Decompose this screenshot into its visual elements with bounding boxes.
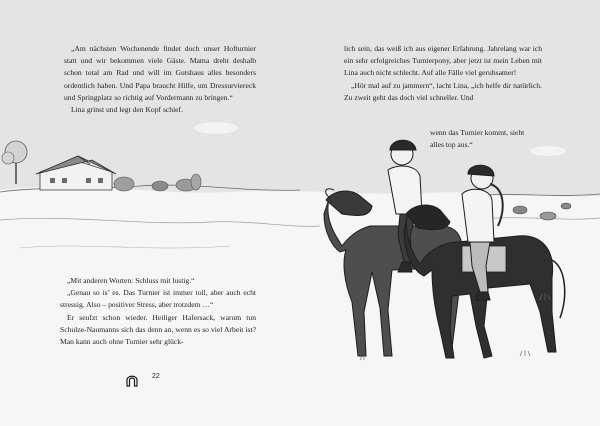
farmhouse-icon <box>36 156 116 190</box>
text-line: alles top aus.“ <box>430 140 473 150</box>
paragraph: „Mit anderen Worten: Schluss mit lustig.“ <box>67 276 195 285</box>
left-column-top <box>64 43 256 116</box>
hedge-icon <box>114 174 201 191</box>
paragraph: „Am nächsten Wochenende findet doch unser Hofturnier statt und wir bekommen viele Gäste. Mama dreht deshalb schon total am Rad und will im Gutshaus alles besonders ordentlich haben. Und Papa braucht Hilfe, um Dressurviereck und Springplatz so richtig auf Vordermann zu bringen.“ <box>64 44 256 102</box>
paragraph: Er seufzt schon wieder. Heiliger Hafersack, warum tun Schulze-Naumanns sich das denn an, wenn es so viel Arbeit ist? Man kann auch ohne Turnier sehr glück- <box>60 312 256 347</box>
text-line: wenn das Turnier kommt, sieht <box>430 128 525 137</box>
paragraph: „Genau so is’ es. Das Turnier ist immer toll, aber auch echt stressig. Also – positiver Stress, aber trotzdem …“ <box>60 288 256 310</box>
paragraph: Lina grinst und legt den Kopf schief. <box>71 105 183 115</box>
left-column-bottom <box>60 275 256 348</box>
paragraph: „Hör mal auf zu jammern“, lacht Lina, „ich helfe dir natürlich. Zu zweit geht das doch viel schneller. Und <box>344 80 542 102</box>
right-column-tail <box>430 127 542 151</box>
paragraph: lich sein, das weiß ich aus eigener Erfahrung. Jahrelang war ich ein sehr erfolgreiches Turnierpony, aber jetzt ist mein Leben mit Lina auch nicht schlecht. Auf alle Fälle viel geruhsamer! <box>344 44 542 78</box>
tree-icon <box>2 141 27 184</box>
right-column-top <box>344 43 542 104</box>
horseshoe-icon <box>124 373 140 387</box>
page-number: 22 <box>152 373 160 380</box>
